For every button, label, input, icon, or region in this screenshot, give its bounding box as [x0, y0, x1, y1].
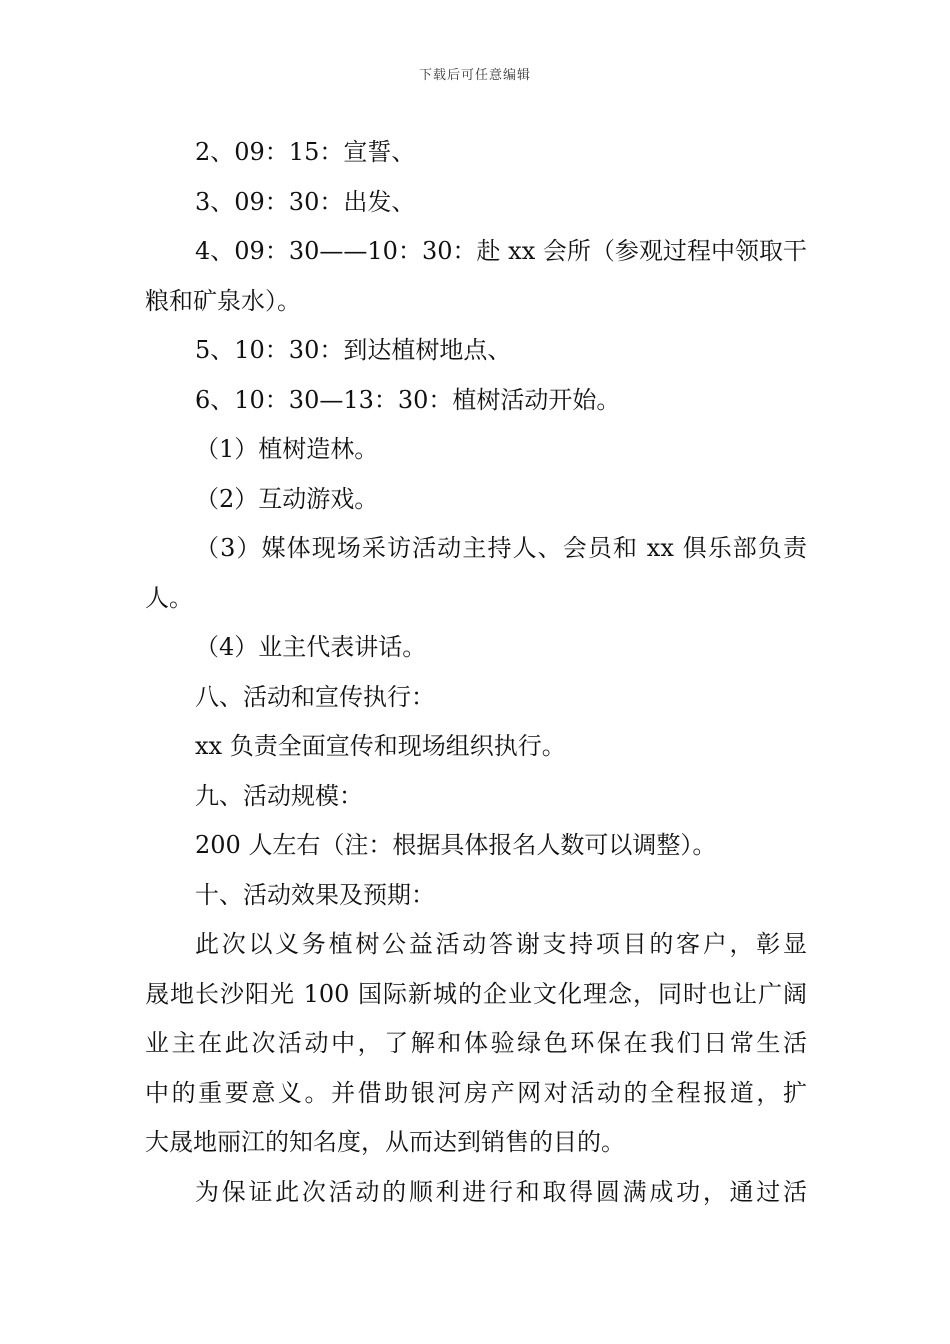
text-line: 八、活动和宣传执行：	[195, 682, 435, 711]
page-header: 下载后可任意编辑	[418, 68, 531, 83]
text-line: （2）互动游戏。	[195, 484, 379, 513]
text-line: 九、活动规模：	[195, 781, 363, 810]
text-line: 200 人左右（注：根据具体报名人数可以调整）。	[195, 831, 717, 859]
text-line: 此次以义务植树公益活动答谢支持项目的客户，彰显	[195, 930, 807, 958]
text-line: 为保证此次活动的顺利进行和取得圆满成功，通过活	[195, 1177, 807, 1206]
text-line: 5、10：30：到达植树地点、	[195, 336, 512, 364]
text-line: 大晟地丽江的知名度，从而达到销售的目的。	[145, 1128, 625, 1156]
text-line: （1）植树造林。	[195, 435, 379, 463]
text-line: 十、活动效果及预期：	[195, 880, 435, 909]
text-line: 人。	[145, 583, 193, 612]
text-line: （3）媒体现场采访活动主持人、会员和 xx 俱乐部负责	[195, 534, 807, 562]
text-line: 业主在此次活动中，了解和体验绿色环保在我们日常生活	[145, 1029, 807, 1057]
text-line: 粮和矿泉水）。	[145, 286, 301, 315]
text-line: xx 负责全面宣传和现场组织执行。	[195, 732, 566, 760]
text-line: 2、09：15：宣誓、	[195, 138, 416, 166]
text-line: 中的重要意义。并借助银河房产网对活动的全程报道，扩	[145, 1078, 807, 1107]
text-line: （4）业主代表讲话。	[195, 633, 427, 661]
text-line: 6、10：30—13：30：植树活动开始。	[195, 385, 621, 414]
text-line: 4、09：30——10：30：赴 xx 会所（参观过程中领取干	[195, 237, 807, 265]
text-line: 3、09：30：出发、	[195, 187, 416, 216]
text-line: 晟地长沙阳光 100 国际新城的企业文化理念，同时也让广阔	[145, 979, 807, 1008]
document-body	[145, 128, 807, 1217]
